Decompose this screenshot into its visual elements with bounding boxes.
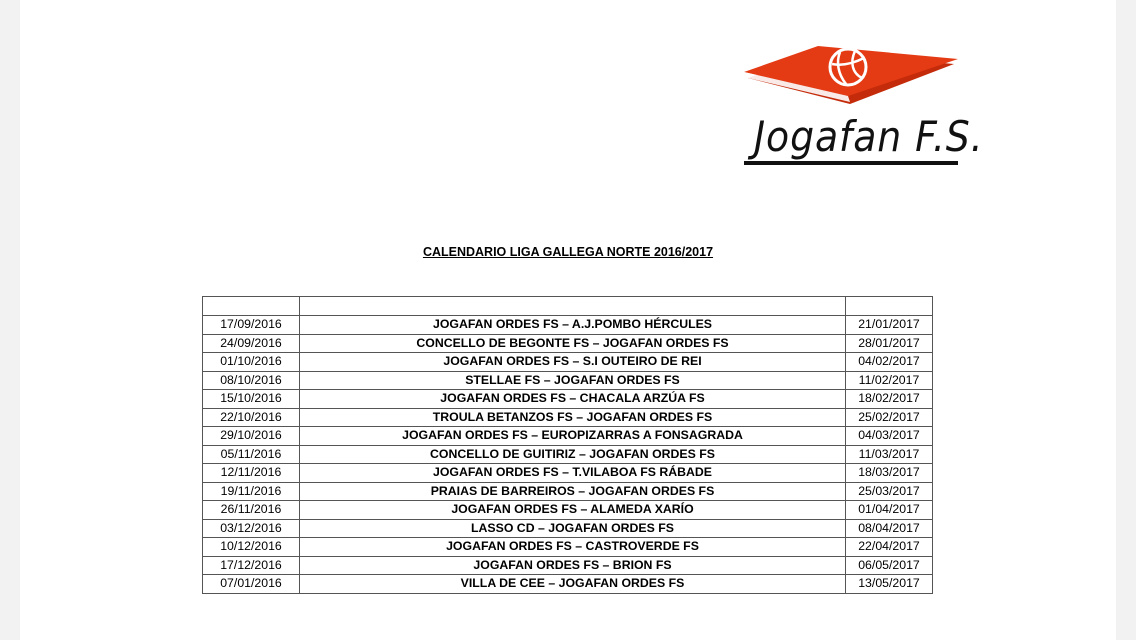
second-leg-date: 06/05/2017 bbox=[846, 556, 933, 575]
first-leg-date: 08/10/2016 bbox=[203, 371, 300, 390]
match-cell: JOGAFAN ORDES FS – CHACALA ARZÚA FS bbox=[300, 390, 846, 409]
second-leg-date: 04/02/2017 bbox=[846, 353, 933, 372]
first-leg-date: 29/10/2016 bbox=[203, 427, 300, 446]
match-cell: PRAIAS DE BARREIROS – JOGAFAN ORDES FS bbox=[300, 482, 846, 501]
first-leg-date: 17/12/2016 bbox=[203, 556, 300, 575]
second-leg-date: 28/01/2017 bbox=[846, 334, 933, 353]
first-leg-date: 24/09/2016 bbox=[203, 334, 300, 353]
first-leg-date: 15/10/2016 bbox=[203, 390, 300, 409]
logo-underline bbox=[744, 161, 958, 165]
second-leg-date: 18/02/2017 bbox=[846, 390, 933, 409]
second-leg-date: 01/04/2017 bbox=[846, 501, 933, 520]
second-leg-date: 22/04/2017 bbox=[846, 538, 933, 557]
first-leg-date: 01/10/2016 bbox=[203, 353, 300, 372]
table-row bbox=[203, 427, 933, 446]
first-leg-date: 10/12/2016 bbox=[203, 538, 300, 557]
first-leg-date: 17/09/2016 bbox=[203, 316, 300, 335]
table-row bbox=[203, 316, 933, 335]
table-row bbox=[203, 371, 933, 390]
first-leg-date: 12/11/2016 bbox=[203, 464, 300, 483]
first-leg-date: 03/12/2016 bbox=[203, 519, 300, 538]
table-row bbox=[203, 445, 933, 464]
match-cell: JOGAFAN ORDES FS – EUROPIZARRAS A FONSAGRADA bbox=[300, 427, 846, 446]
match-cell: JOGAFAN ORDES FS – CASTROVERDE FS bbox=[300, 538, 846, 557]
page-margin-left bbox=[0, 0, 20, 640]
table-row bbox=[203, 501, 933, 520]
table-row bbox=[203, 390, 933, 409]
match-cell: STELLAE FS – JOGAFAN ORDES FS bbox=[300, 371, 846, 390]
match-cell: VILLA DE CEE – JOGAFAN ORDES FS bbox=[300, 575, 846, 594]
header-cell-first-leg bbox=[203, 297, 300, 316]
table-row bbox=[203, 353, 933, 372]
match-cell: CONCELLO DE GUITIRIZ – JOGAFAN ORDES FS bbox=[300, 445, 846, 464]
match-cell: CONCELLO DE BEGONTE FS – JOGAFAN ORDES FS bbox=[300, 334, 846, 353]
second-leg-date: 13/05/2017 bbox=[846, 575, 933, 594]
soccer-ball-icon bbox=[830, 49, 866, 85]
second-leg-date: 11/02/2017 bbox=[846, 371, 933, 390]
second-leg-date: 11/03/2017 bbox=[846, 445, 933, 464]
second-leg-date: 18/03/2017 bbox=[846, 464, 933, 483]
page-title: CALENDARIO LIGA GALLEGA NORTE 2016/2017 bbox=[422, 245, 714, 259]
match-cell: JOGAFAN ORDES FS – T.VILABOA FS RÁBADE bbox=[300, 464, 846, 483]
second-leg-date: 25/03/2017 bbox=[846, 482, 933, 501]
first-leg-date: 26/11/2016 bbox=[203, 501, 300, 520]
table-row bbox=[203, 408, 933, 427]
second-leg-date: 04/03/2017 bbox=[846, 427, 933, 446]
club-logo bbox=[740, 40, 984, 172]
schedule-table bbox=[202, 296, 933, 594]
table-row bbox=[203, 575, 933, 594]
match-cell: JOGAFAN ORDES FS – BRION FS bbox=[300, 556, 846, 575]
table-row bbox=[203, 519, 933, 538]
first-leg-date: 22/10/2016 bbox=[203, 408, 300, 427]
table-row bbox=[203, 482, 933, 501]
table-row bbox=[203, 556, 933, 575]
header-cell-second-leg bbox=[846, 297, 933, 316]
table-header-row bbox=[203, 297, 933, 316]
match-cell: LASSO CD – JOGAFAN ORDES FS bbox=[300, 519, 846, 538]
match-cell: JOGAFAN ORDES FS – ALAMEDA XARÍO bbox=[300, 501, 846, 520]
page-margin-right bbox=[1116, 0, 1136, 640]
first-leg-date: 05/11/2016 bbox=[203, 445, 300, 464]
match-cell: TROULA BETANZOS FS – JOGAFAN ORDES FS bbox=[300, 408, 846, 427]
table-row bbox=[203, 464, 933, 483]
table-row bbox=[203, 334, 933, 353]
header-cell-match bbox=[300, 297, 846, 316]
first-leg-date: 07/01/2016 bbox=[203, 575, 300, 594]
first-leg-date: 19/11/2016 bbox=[203, 482, 300, 501]
second-leg-date: 25/02/2017 bbox=[846, 408, 933, 427]
second-leg-date: 21/01/2017 bbox=[846, 316, 933, 335]
match-cell: JOGAFAN ORDES FS – S.I OUTEIRO DE REI bbox=[300, 353, 846, 372]
second-leg-date: 08/04/2017 bbox=[846, 519, 933, 538]
logo-emblem bbox=[740, 40, 962, 120]
table-row bbox=[203, 538, 933, 557]
logo-text: Jogafan F.S. bbox=[754, 112, 984, 161]
match-cell: JOGAFAN ORDES FS – A.J.POMBO HÉRCULES bbox=[300, 316, 846, 335]
